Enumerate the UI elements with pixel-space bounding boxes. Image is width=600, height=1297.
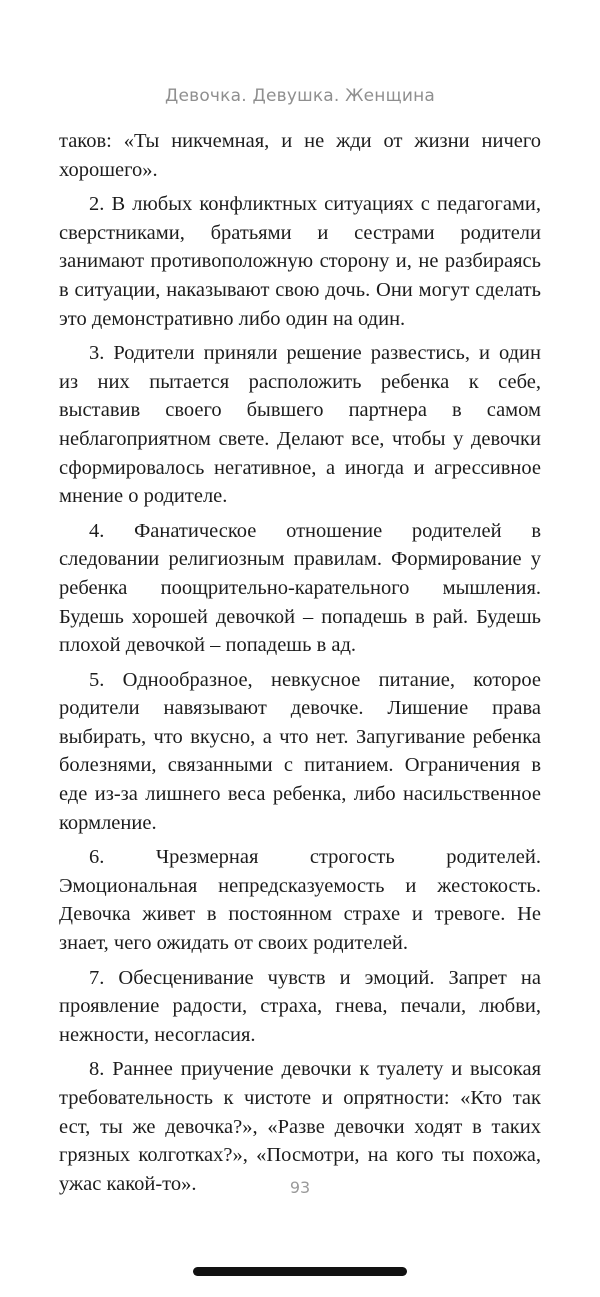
home-indicator[interactable] xyxy=(193,1267,407,1276)
paragraph-item-2: 2. В любых конфликтных ситуациях с педагогами, сверстниками, братьями и сестрами родители занимают противоположную сторону и, не разбираясь в ситуации, наказывают свою дочь. Они могут сделать это демонстративно либо один на один. xyxy=(59,193,541,330)
page-number: 93 xyxy=(289,1178,311,1197)
paragraph-continuation: таков: «Ты никчемная, и не жди от жизни ничего хорошего». xyxy=(59,130,541,181)
paragraph-item-8: 8. Раннее приучение девочки к туалету и высокая требовательность к чистоте и опрятности: «Кто так ест, ты же девочка?», «Разве девочки ходят в таких грязных колготках?», «Посмотри, на кого ты похожа, ужас какой-то». xyxy=(59,1058,541,1195)
paragraph-item-3: 3. Родители приняли решение развестись, и один из них пытается расположить ребенка к себе, выставив своего бывшего партнера в самом неблагоприятном свете. Делают все, чтобы у девочки сформировалось негативное, а иногда и агрессивное мнение о родителе. xyxy=(59,342,541,508)
paragraph-item-5: 5. Однообразное, невкусное питание, которое родители навязывают девочке. Лишение права выбирать, что вкусно, а что нет. Запугивание ребенка болезнями, связанными с питанием. Ограничения в еде из-за лишнего веса ребенка, либо насильственное кормление. xyxy=(59,668,541,834)
page-body xyxy=(59,127,541,1204)
paragraph-item-6: 6. Чрезмерная строгость родителей. Эмоциональная непредсказуемость и жестокость. Девочка живет в постоянном страхе и тревоге. Не знает, чего ожидать от своих родителей. xyxy=(59,846,541,955)
running-header: Девочка. Девушка. Женщина xyxy=(164,86,436,106)
paragraph-item-4: 4. Фанатическое отношение родителей в следовании религиозным правилам. Формирование у ребенка поощрительно-карательного мышления. Будешь хорошей девочкой – попадешь в рай. Будешь плохой девочкой – попадешь в ад. xyxy=(59,519,541,657)
paragraph-item-7: 7. Обесценивание чувств и эмоций. Запрет на проявление радости, страха, гнева, печали, любви, нежности, несогласия. xyxy=(59,966,541,1046)
